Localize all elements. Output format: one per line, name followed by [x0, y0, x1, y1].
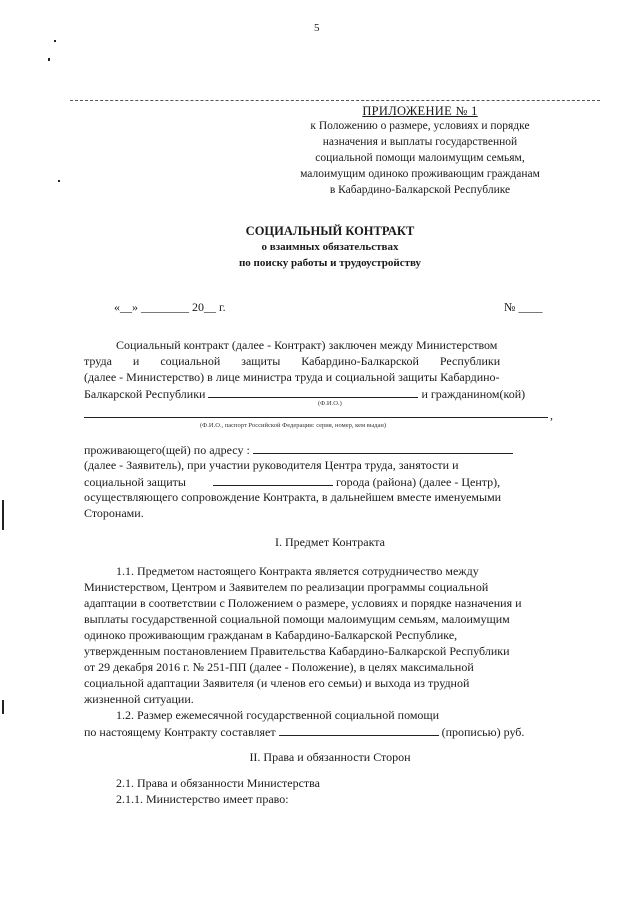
annex-line: в Кабардино-Балкарской Республике: [329, 184, 511, 196]
section1-line: [84, 723, 556, 741]
section1-line: адаптации в соответствии с Положением о размере, условиях и порядке назначения и: [84, 596, 522, 610]
intro-line: труда и социальной защиты Кабардино-Балкарской Республики: [84, 354, 501, 368]
intro-line: Сторонами.: [84, 506, 144, 520]
intro-text: проживающего(щей) по адресу :: [84, 443, 250, 457]
annex-line: социальной помощи малоимущим семьям,: [315, 152, 525, 164]
center-blank: [213, 473, 333, 486]
contract-subtitle: о взаимных обязательствах: [261, 241, 399, 253]
section1-line: социальной адаптации Заявителя (и членов его семьи) и выхода из трудной: [84, 676, 470, 690]
annex-line: к Положению о размере, условиях и порядке: [310, 120, 530, 132]
contract-date-field: «__» ________ 20__ г.: [114, 300, 226, 314]
section-heading: II. Права и обязанности Сторон: [249, 750, 411, 764]
section2-item: 2.1. Права и обязанности Министерства: [116, 776, 321, 790]
fio-hint: (Ф.И.О.): [318, 400, 342, 407]
section1-line: жизненной ситуации.: [84, 692, 194, 706]
annex-title: ПРИЛОЖЕНИЕ № 1: [362, 104, 478, 118]
scan-speck: [54, 40, 56, 42]
section1-line: 1.1. Предметом настоящего Контракта является сотрудничество между: [116, 564, 479, 578]
header-rule: [70, 100, 600, 101]
amount-blank: [279, 723, 439, 736]
address-blank: [253, 441, 513, 454]
section1-line: выплаты государственной социальной помощи малоимущим семьям, малоимущим: [84, 612, 510, 626]
scan-edge-mark: [2, 700, 4, 714]
intro-text: социальной защиты: [84, 475, 186, 489]
minister-name-blank: [208, 385, 418, 398]
section2-item: 2.1.1. Министерство имеет право:: [116, 792, 289, 806]
passport-hint: (Ф.И.О., паспорт Российской Федерации: серия, номер, кем выдан): [200, 422, 387, 429]
section1-line: Министерством, Центром и Заявителем по реализации программы социальной: [84, 580, 489, 594]
intro-line: [84, 441, 556, 459]
section1-line: 1.2. Размер ежемесячной государственной социальной помощи: [116, 708, 440, 722]
section1-text: (прописью) руб.: [441, 725, 525, 739]
intro-text: города (района) (далее - Центр),: [335, 475, 501, 489]
intro-line: осуществляющего сопровождение Контракта, в дальнейшем вместе именуемыми: [84, 490, 502, 504]
annex-line: малоимущим одиноко проживающим гражданам: [300, 168, 540, 180]
intro-text: Балкарской Республики: [84, 387, 206, 401]
intro-line: [84, 473, 556, 491]
scan-speck: [48, 58, 50, 61]
scan-edge-mark: [2, 500, 4, 530]
contract-number-field: № ____: [504, 300, 543, 314]
contract-subtitle: по поиску работы и трудоустройству: [238, 257, 422, 269]
section1-text: по настоящему Контракту составляет: [84, 725, 276, 739]
intro-line: (далее - Министерство) в лице министра труда и социальной защиты Кабардино-: [84, 370, 500, 384]
section-heading: I. Предмет Контракта: [274, 535, 386, 549]
contract-title: СОЦИАЛЬНЫЙ КОНТРАКТ: [245, 224, 415, 238]
section1-line: одиноко проживающим гражданам в Кабардино-Балкарской Республике,: [84, 628, 458, 642]
section1-line: утвержденным постановлением Правительства Кабардино-Балкарской Республики: [84, 644, 510, 658]
annex-line: назначения и выплаты государственной: [322, 136, 518, 148]
page-number: 5: [314, 22, 320, 34]
intro-line: (далее - Заявитель), при участии руководителя Центра труда, занятости и: [84, 458, 459, 472]
intro-text: и гражданином(кой): [421, 387, 526, 401]
scan-speck: [58, 180, 60, 182]
citizen-blank: [84, 417, 548, 418]
section1-line: от 29 декабря 2016 г. № 251-ПП (далее - Положение), в целях максимальной: [84, 660, 474, 674]
comma: ,: [550, 408, 553, 422]
intro-line: Социальный контракт (далее - Контракт) заключен между Министерством: [116, 338, 498, 352]
